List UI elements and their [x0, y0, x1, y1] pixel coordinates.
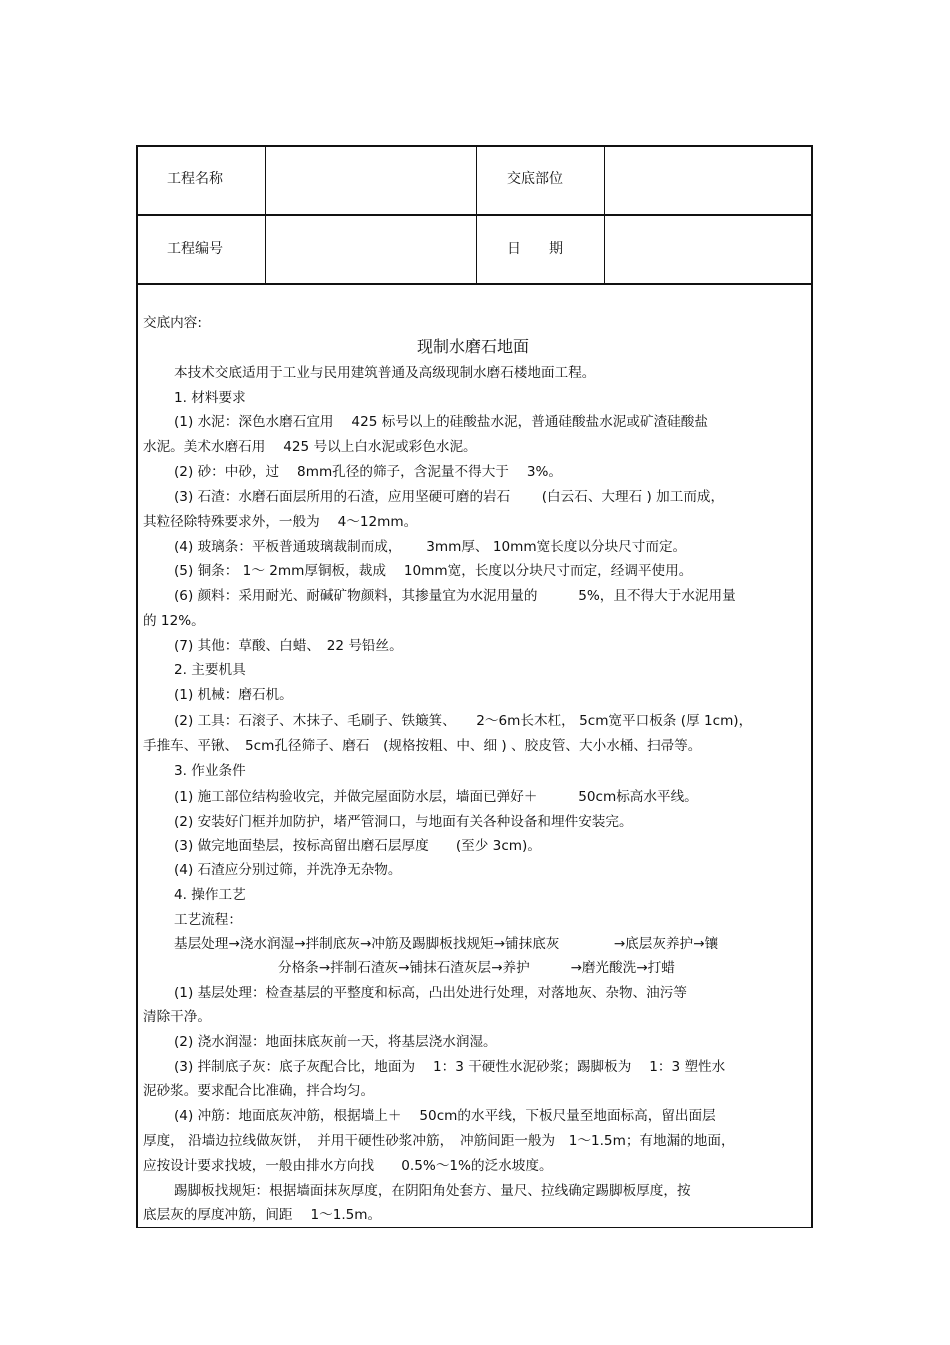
disclosure-sheet: [136, 145, 813, 1228]
content-line: (4) 玻璃条：平板普通玻璃裁制而成， 3mm厚、 10mm宽长度以分块尺寸而定。: [174, 539, 687, 555]
content-line: 基层处理→浇水润湿→拌制底灰→冲筋及踢脚板找规矩→铺抹底灰 →底层灰养护→镶: [174, 936, 719, 952]
content-line: 清除干净。: [143, 1009, 211, 1025]
col-divider: [476, 147, 477, 285]
content-line: (1) 基层处理：检查基层的平整度和标高，凸出处进行处理，对落地灰、杂物、油污等: [174, 985, 687, 1001]
col-divider: [604, 147, 605, 285]
content-line: 4. 操作工艺: [174, 887, 246, 903]
content-line: 1. 材料要求: [174, 390, 246, 406]
content-line: 手推车、平锹、 5cm孔径筛子、磨石 (规格按粗、中、细 ) 、胶皮管、大小水桶、扫帚等。: [143, 738, 702, 754]
content-line: 应按设计要求找坡，一般由排水方向找 0.5%～1%的泛水坡度。: [143, 1158, 553, 1174]
doc-title: 现制水磨石地面: [417, 337, 530, 356]
content-line: (3) 石渣：水磨石面层所用的石渣，应用坚硬可磨的岩石 (白云石、大理石 ) 加工而成，: [174, 489, 725, 505]
content-line: (2) 浇水润湿：地面抹底灰前一天，将基层浇水润湿。: [174, 1034, 497, 1050]
content-line: 分格条→拌制石渣灰→铺抹石渣灰层→养护 →磨光酸洗→打蜡: [278, 960, 675, 976]
content-line: 水泥。美术水磨石用 425 号以上白水泥或彩色水泥。: [143, 439, 477, 455]
project-name-label: 工程名称: [167, 171, 223, 187]
content-line: (5) 铜条： 1～ 2mm厚铜板，裁成 10mm宽，长度以分块尺寸而定，经调平使用。: [174, 563, 693, 579]
part-label: 交底部位: [507, 171, 563, 187]
content-line: 底层灰的厚度冲筋，间距 1～1.5m。: [143, 1207, 382, 1223]
content-line: 2. 主要机具: [174, 662, 246, 678]
content-line: (7) 其他：草酸、白蜡、 22 号铅丝。: [174, 638, 403, 654]
content-line: (6) 颜料：采用耐光、耐碱矿物颜料，其掺量宜为水泥用量的 5%，且不得大于水泥用量: [174, 588, 736, 604]
content-line: 3. 作业条件: [174, 763, 246, 779]
content-line: (2) 砂：中砂，过 8mm孔径的筛子，含泥量不得大于 3%。: [174, 464, 562, 480]
header-bottom-rule: [138, 283, 811, 285]
content-line: (3) 做完地面垫层，按标高留出磨石层厚度 (至少 3cm)。: [174, 838, 541, 854]
date-label: 日 期: [507, 241, 563, 257]
row-divider: [138, 214, 811, 216]
content-line: 的 12%。: [143, 613, 205, 629]
content-line: 其粒径除特殊要求外，一般为 4～12mm。: [143, 514, 418, 530]
project-no-label: 工程编号: [167, 241, 223, 257]
col-divider: [265, 147, 266, 285]
content-line: (1) 施工部位结构验收完，并做完屋面防水层，墙面已弹好＋ 50cm标高水平线。: [174, 789, 698, 805]
content-line: (2) 安装好门框并加防护，堵严管洞口，与地面有关各种设备和埋件安装完。: [174, 814, 633, 830]
content-line: 工艺流程：: [174, 912, 242, 928]
content-line: (1) 机械：磨石机。: [174, 687, 293, 703]
content-line: 泥砂浆。要求配合比准确，拌合均匀。: [143, 1083, 375, 1099]
content-line: 本技术交底适用于工业与民用建筑普通及高级现制水磨石楼地面工程。: [174, 365, 596, 381]
intro-label: 交底内容:: [143, 315, 202, 331]
content-line: 厚度， 沿墙边拉线做灰饼， 并用干硬性砂浆冲筋， 冲筋间距一般为 1～1.5m；有地漏的地面，: [143, 1133, 735, 1149]
content-line: (4) 冲筋：地面底灰冲筋，根据墙上＋ 50cm的水平线，下板尺量至地面标高，留出面层: [174, 1108, 716, 1124]
content-line: (1) 水泥：深色水磨石宜用 425 标号以上的硅酸盐水泥，普通硅酸盐水泥或矿渣硅酸盐: [174, 414, 708, 430]
header-table: [138, 147, 811, 285]
content-line: 踢脚板找规矩：根据墙面抹灰厚度，在阴阳角处套方、量尺、拉线确定踢脚板厚度，按: [174, 1183, 691, 1199]
content-line: (2) 工具：石滚子、木抹子、毛刷子、铁簸箕、 2～6m长木杠， 5cm宽平口板条 (厚 1cm)，: [174, 713, 753, 729]
content-line: (4) 石渣应分别过筛，并洗净无杂物。: [174, 862, 402, 878]
content-line: (3) 拌制底子灰：底子灰配合比，地面为 1：3 干硬性水泥砂浆；踢脚板为 1：3 塑性水: [174, 1059, 726, 1075]
